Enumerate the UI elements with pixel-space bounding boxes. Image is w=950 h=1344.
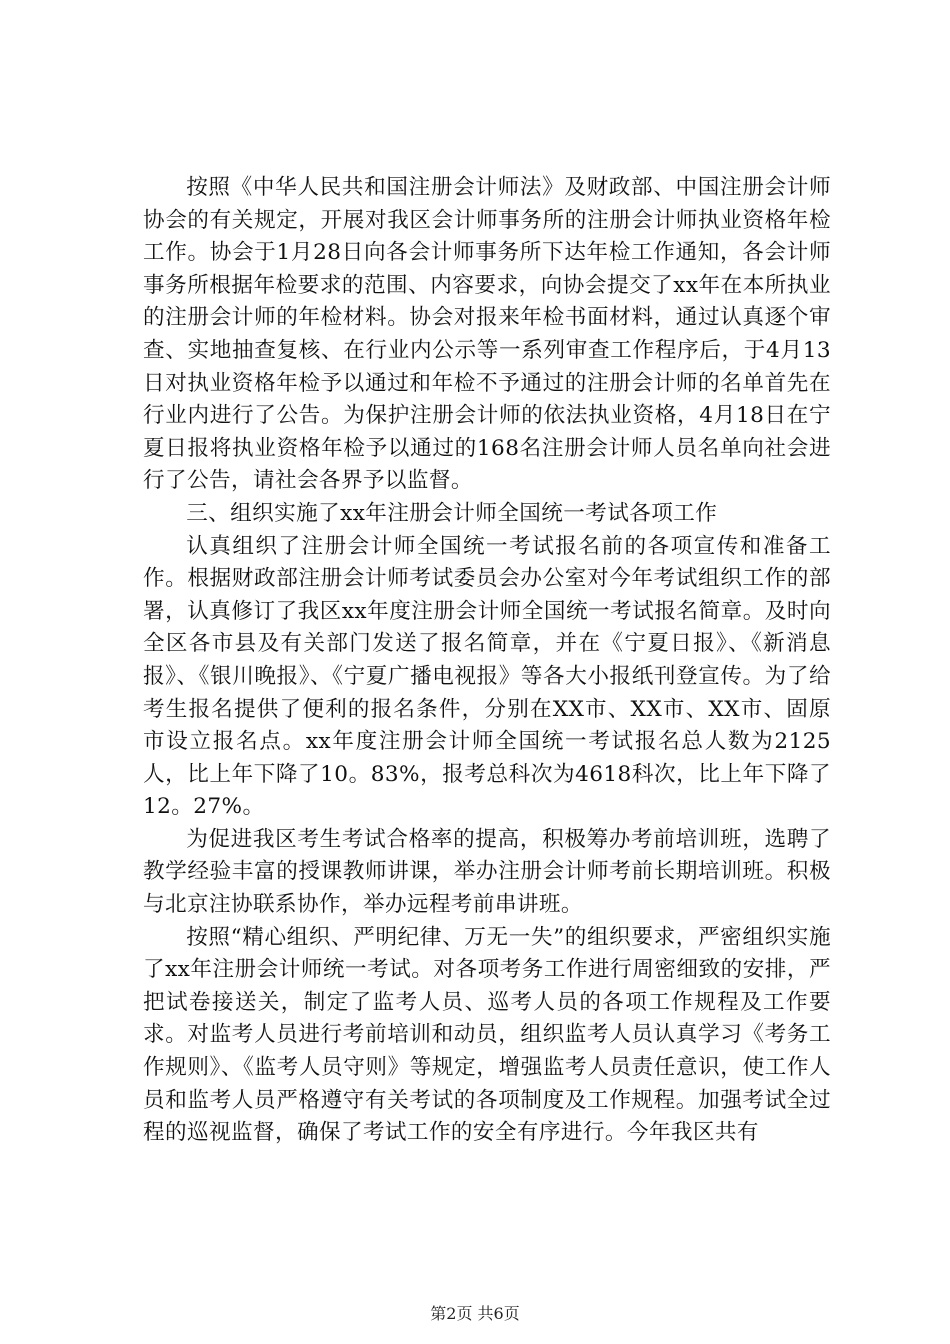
paragraph-exam-organization: 按照“精心组织、严明纪律、万无一失”的组织要求，严密组织实施了xx年注册会计师统一考试。对各项考务工作进行周密细致的安排，严把试卷接送关，制定了监考人员、巡考人员的各项工作规程及工作要求。对监考人员进行考前培训和动员，组织监考人员认真学习《考务工作规则》、《监考人员守则》等规定，增强监考人员责任意识，使工作人员和监考人员严格遵守有关考试的各项制度及工作规程。加强考试全过程的巡视监督，确保了考试工作的安全有序进行。今年我区共有: [143, 924, 831, 1146]
section-heading-exam: 三、组织实施了xx年注册会计师全国统一考试各项工作: [186, 500, 718, 526]
document-body: [143, 172, 831, 1150]
paragraph-training: 为促进我区考生考试合格率的提高，积极筹办考前培训班，选聘了教学经验丰富的授课教师讲课，举办注册会计师考前长期培训班。积极与北京注协联系协作，举办远程考前串讲班。: [143, 826, 831, 918]
paragraph-registration: 认真组织了注册会计师全国统一考试报名前的各项宣传和准备工作。根据财政部注册会计师考试委员会办公室对今年考试组织工作的部署，认真修订了我区xx年度注册会计师全国统一考试报名简章。及时向全区各市县及有关部门发送了报名简章，并在《宁夏日报》、《新消息报》、《银川晚报》、《宁夏广播电视报》等各大小报纸刊登宣传。为了给考生报名提供了便利的报名条件，分别在XX市、XX市、XX市、固原市设立报名点。xx年度注册会计师全国统一考试报名总人数为2125人，比上年下降了10。83%，报考总科次为4618科次，比上年下降了12。27%。: [143, 533, 831, 820]
paragraph-annual-inspection: 按照《中华人民共和国注册会计师法》及财政部、中国注册会计师协会的有关规定，开展对我区会计师事务所的注册会计师执业资格年检工作。协会于1月28日向各会计师事务所下达年检工作通知，各会计师事务所根据年检要求的范围、内容要求，向协会提交了xx年在本所执业的注册会计师的年检材料。协会对报来年检书面材料，通过认真逐个审查、实地抽查复核、在行业内公示等一系列审查工作程序后，于4月13日对执业资格年检予以通过和年检不予通过的注册会计师的名单首先在行业内进行了公告。为保护注册会计师的依法执业资格，4月18日在宁夏日报将执业资格年检予以通过的168名注册会计师人员名单向社会进行了公告，请社会各界予以监督。: [143, 175, 831, 494]
page-footer: 第2页 共6页: [430, 1304, 520, 1323]
